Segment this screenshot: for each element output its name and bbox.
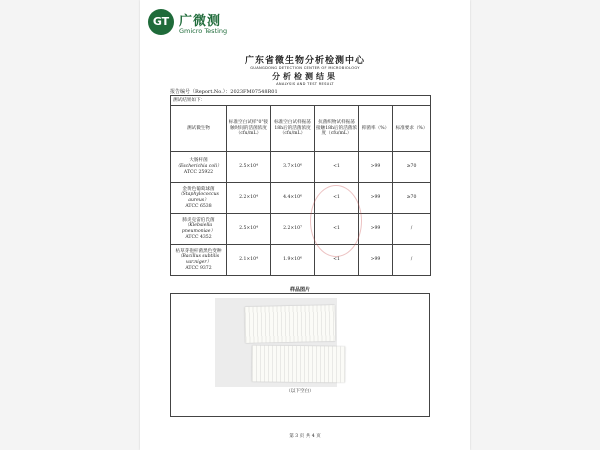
standard-requirement-cell: / — [393, 214, 431, 245]
organism-atcc: ATCC 4352 — [185, 234, 212, 240]
org-title-cn: 广东省微生物分析检测中心 — [244, 56, 365, 66]
blank-0h-cell: 2.2×10⁴ — [227, 183, 271, 214]
fabric-18h-cell: <1 — [315, 245, 359, 276]
page-number: 第 3 页 共 4 页 — [289, 434, 321, 439]
organism-name-cn: 肺炎克雷伯氏菌 — [182, 217, 215, 223]
fabric-sample-swatch — [252, 346, 345, 383]
gt-logo-icon: GT — [148, 9, 174, 35]
column-header: 标准空白试样"0"接触时间的活菌浓度（cfu/mL） — [227, 106, 271, 152]
blank-0h-cell: 2.1×10⁴ — [227, 245, 271, 276]
blank-0h-cell: 2.5×10⁴ — [227, 214, 271, 245]
fabric-18h-cell: <1 — [315, 183, 359, 214]
table-intro: 测试结果如下： — [171, 96, 431, 106]
organism-name-cn: 枯草芽孢杆菌黑色变种 — [175, 248, 222, 254]
column-header: 标准空白试样振荡18h后的活菌浓度（cfu/mL） — [271, 106, 315, 152]
sample-photo — [215, 298, 337, 387]
table-row — [171, 245, 431, 276]
organism-strain: var.niger） — [185, 260, 212, 265]
organism-atcc: ATCC 25922 — [183, 169, 214, 175]
organism-name-latin: （Bacillus subtilis — [177, 254, 220, 260]
organism-cell — [171, 152, 227, 183]
organism-cell — [171, 183, 227, 214]
report-title-cn: 分析检测结果 — [272, 72, 338, 81]
results-table — [170, 95, 431, 276]
table-row — [171, 214, 431, 245]
blank-0h-cell: 2.5×10⁴ — [227, 152, 271, 183]
blank-18h-cell: 3.7×10⁶ — [271, 152, 315, 183]
blank-18h-cell: 2.2×10⁷ — [271, 214, 315, 245]
organism-atcc: ATCC 9372 — [185, 265, 212, 271]
logo-name-cn: 广微测 — [179, 14, 222, 29]
table-header-row — [171, 106, 431, 152]
company-logo — [148, 9, 258, 39]
fabric-18h-cell: <1 — [315, 152, 359, 183]
logo-name-en: Gmicro Testing — [179, 27, 228, 35]
organism-name-cn: 金黄色葡萄球菌 — [182, 186, 215, 192]
column-header: 测试微生物 — [171, 106, 227, 152]
organism-name-latin: （Escherichia coli） — [175, 164, 222, 170]
photo-caption: （以下空白） — [286, 389, 314, 394]
official-seal-icon — [310, 185, 362, 257]
blank-18h-cell: 4.4×10⁶ — [271, 183, 315, 214]
fabric-sample-swatch — [245, 305, 336, 343]
organism-name-latin: （Klebsiella pneumoniae） — [181, 223, 216, 234]
table-intro-row — [171, 96, 431, 106]
table-row — [171, 183, 431, 214]
inhibition-rate-cell: >99 — [359, 245, 393, 276]
standard-requirement-cell: ≥70 — [393, 183, 431, 214]
organism-atcc: ATCC 6538 — [185, 203, 212, 209]
report-page — [140, 0, 470, 450]
org-title-en: GUANGDONG DETECTION CENTER OF MICROBIOLOGY — [250, 66, 360, 70]
inhibition-rate-cell: >99 — [359, 152, 393, 183]
standard-requirement-cell: / — [393, 245, 431, 276]
sample-photo-title: 样品图片 — [289, 287, 310, 293]
inhibition-rate-cell: >99 — [359, 214, 393, 245]
organism-name-cn: 大肠杆菌 — [189, 158, 208, 164]
report-number: 报告编号（Report.No.）：2023FM07548R01 — [170, 89, 278, 95]
organism-cell — [171, 214, 227, 245]
standard-requirement-cell: ≥70 — [393, 152, 431, 183]
column-header: 抑菌率（%） — [359, 106, 393, 152]
table-row — [171, 152, 431, 183]
blank-18h-cell: 1.9×10⁶ — [271, 245, 315, 276]
report-title-en: ANALYSIS AND TEST RESULT — [276, 82, 334, 86]
inhibition-rate-cell: >99 — [359, 183, 393, 214]
organism-name-latin: （Staphylococcus aureus） — [178, 192, 219, 203]
fabric-18h-cell: <1 — [315, 214, 359, 245]
column-header: 标准要求（%） — [393, 106, 431, 152]
organism-cell — [171, 245, 227, 276]
column-header: 抗菌织物试样振荡接触18h后的活菌浓度（cfu/mL） — [315, 106, 359, 152]
